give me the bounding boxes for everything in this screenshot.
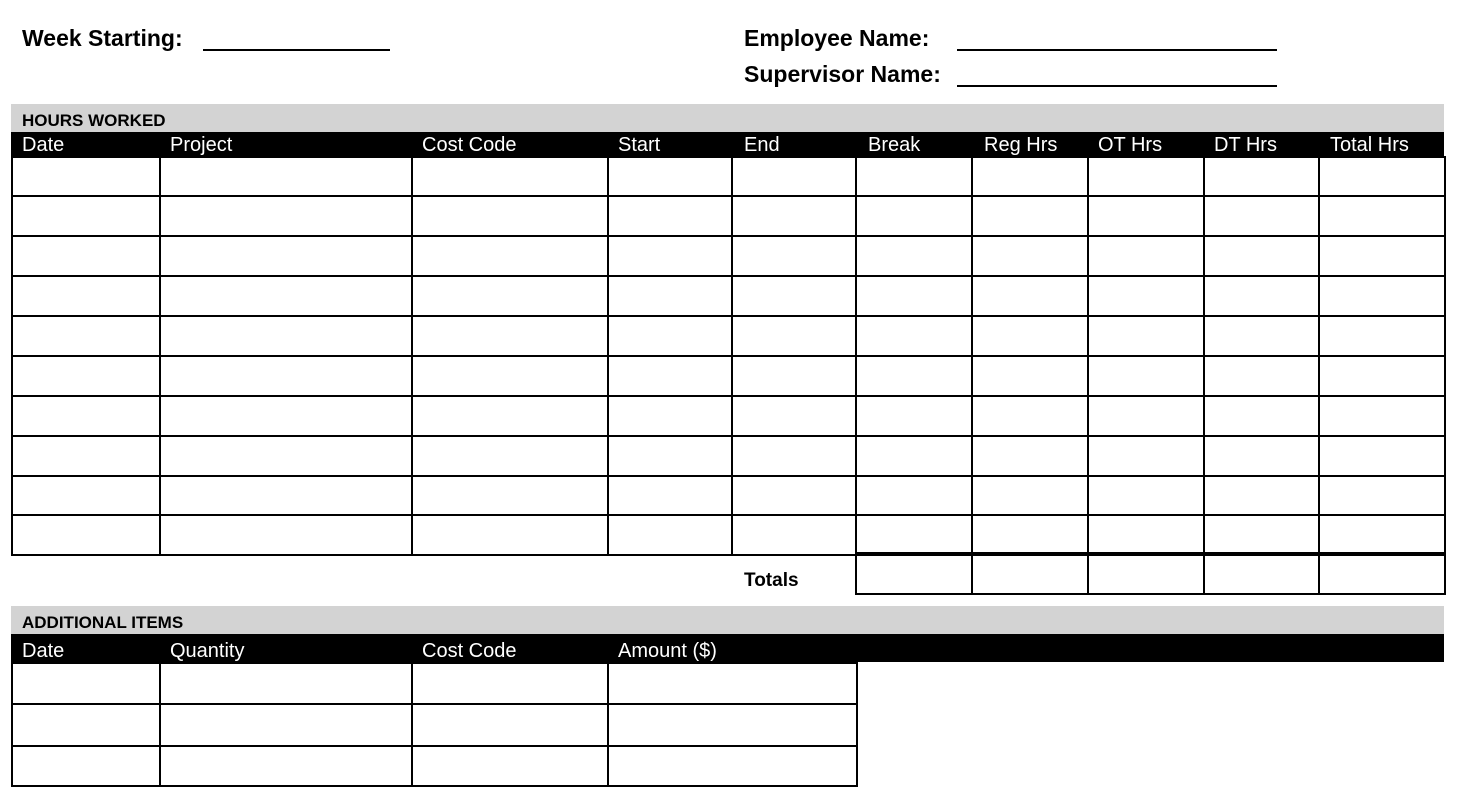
table-cell[interactable] (412, 196, 608, 236)
total-reg-hrs-cell[interactable] (972, 553, 1088, 594)
employee-name-field[interactable] (957, 24, 1277, 51)
table-cell[interactable] (160, 276, 412, 316)
table-row (12, 196, 1445, 236)
table-cell[interactable] (412, 236, 608, 276)
hours-worked-title: HOURS WORKED (11, 104, 1444, 132)
col-ot-hrs: OT Hrs (1098, 134, 1163, 156)
table-cell[interactable] (1204, 316, 1319, 356)
table-cell[interactable] (12, 746, 160, 786)
table-cell[interactable] (12, 663, 160, 704)
table-cell[interactable] (732, 196, 856, 236)
totals-table (855, 552, 1446, 595)
table-cell[interactable] (1204, 436, 1319, 476)
table-cell[interactable] (160, 236, 412, 276)
col-reg-hrs: Reg Hrs (984, 134, 1058, 156)
table-row (12, 236, 1445, 276)
table-cell[interactable] (972, 356, 1088, 396)
table-cell[interactable] (412, 356, 608, 396)
table-cell[interactable] (732, 515, 856, 555)
table-cell[interactable] (1319, 436, 1445, 476)
table-cell[interactable] (12, 276, 160, 316)
col-amount: Amount ($) (618, 640, 717, 662)
table-cell[interactable] (732, 157, 856, 196)
table-cell[interactable] (856, 356, 972, 396)
table-cell[interactable] (972, 196, 1088, 236)
table-row (12, 356, 1445, 396)
table-cell[interactable] (412, 704, 608, 746)
additional-items-title: ADDITIONAL ITEMS (11, 606, 1444, 634)
table-cell[interactable] (972, 515, 1088, 555)
table-cell[interactable] (1088, 476, 1204, 515)
table-cell[interactable] (1319, 157, 1445, 196)
table-cell[interactable] (608, 476, 732, 515)
total-total-hrs-cell[interactable] (1319, 553, 1445, 594)
table-cell[interactable] (412, 476, 608, 515)
table-cell[interactable] (1319, 515, 1445, 555)
hours-worked-header (11, 132, 1444, 158)
table-cell[interactable] (608, 316, 732, 356)
table-cell[interactable] (608, 157, 732, 196)
week-starting-field[interactable] (203, 24, 390, 51)
table-cell[interactable] (856, 236, 972, 276)
table-cell[interactable] (160, 396, 412, 436)
table-cell[interactable] (412, 316, 608, 356)
table-cell[interactable] (412, 515, 608, 555)
table-cell[interactable] (1204, 396, 1319, 436)
table-cell[interactable] (412, 396, 608, 436)
table-cell[interactable] (972, 396, 1088, 436)
table-cell[interactable] (160, 196, 412, 236)
additional-items-header (11, 634, 1444, 662)
table-cell[interactable] (732, 356, 856, 396)
table-cell[interactable] (1204, 157, 1319, 196)
table-cell[interactable] (160, 436, 412, 476)
table-row (12, 157, 1445, 196)
table-cell[interactable] (1204, 236, 1319, 276)
table-cell[interactable] (1319, 276, 1445, 316)
col-break: Break (868, 134, 921, 156)
table-row (12, 704, 857, 746)
table-cell[interactable] (12, 436, 160, 476)
table-cell[interactable] (160, 746, 412, 786)
table-cell[interactable] (856, 515, 972, 555)
table-cell[interactable] (608, 436, 732, 476)
totals-label: Totals (744, 570, 799, 591)
table-cell[interactable] (856, 476, 972, 515)
table-cell[interactable] (608, 236, 732, 276)
table-cell[interactable] (1319, 236, 1445, 276)
table-cell[interactable] (732, 476, 856, 515)
col-quantity: Quantity (170, 640, 245, 662)
table-cell[interactable] (160, 476, 412, 515)
table-cell[interactable] (160, 356, 412, 396)
table-cell[interactable] (856, 316, 972, 356)
table-row (12, 396, 1445, 436)
table-cell[interactable] (160, 663, 412, 704)
table-row (12, 316, 1445, 356)
table-cell[interactable] (608, 396, 732, 436)
table-cell[interactable] (1204, 356, 1319, 396)
table-cell[interactable] (1319, 396, 1445, 436)
employee-name-label: Employee Name: (744, 25, 930, 51)
table-cell[interactable] (972, 236, 1088, 276)
table-cell[interactable] (1088, 396, 1204, 436)
table-cell[interactable] (856, 196, 972, 236)
col-cost-code: Cost Code (422, 640, 517, 662)
table-cell[interactable] (1088, 196, 1204, 236)
table-row (12, 663, 857, 704)
table-cell[interactable] (12, 157, 160, 196)
col-date: Date (22, 640, 65, 662)
col-start: Start (618, 134, 661, 156)
table-cell[interactable] (12, 476, 160, 515)
table-row (12, 515, 1445, 555)
table-row (12, 476, 1445, 515)
table-cell[interactable] (12, 316, 160, 356)
table-cell[interactable] (1088, 436, 1204, 476)
table-cell[interactable] (12, 236, 160, 276)
week-starting-label: Week Starting: (22, 25, 183, 51)
table-cell[interactable] (732, 276, 856, 316)
table-cell[interactable] (12, 515, 160, 555)
table-cell[interactable] (160, 157, 412, 196)
table-cell[interactable] (1319, 356, 1445, 396)
table-cell[interactable] (160, 704, 412, 746)
table-cell[interactable] (732, 236, 856, 276)
table-cell[interactable] (1204, 276, 1319, 316)
table-cell[interactable] (732, 396, 856, 436)
table-cell[interactable] (856, 396, 972, 436)
table-cell[interactable] (608, 746, 857, 786)
table-cell[interactable] (1319, 476, 1445, 515)
col-total-hrs: Total Hrs (1330, 134, 1409, 156)
table-cell[interactable] (608, 704, 857, 746)
total-dt-hrs-cell[interactable] (1204, 553, 1319, 594)
table-cell[interactable] (1088, 515, 1204, 555)
table-cell[interactable] (1088, 316, 1204, 356)
table-row (12, 436, 1445, 476)
table-cell[interactable] (412, 157, 608, 196)
table-cell[interactable] (1088, 356, 1204, 396)
table-cell[interactable] (1319, 316, 1445, 356)
col-project: Project (170, 134, 233, 156)
table-cell[interactable] (856, 276, 972, 316)
table-cell[interactable] (412, 746, 608, 786)
col-cost-code: Cost Code (422, 134, 517, 156)
table-cell[interactable] (12, 704, 160, 746)
table-cell[interactable] (608, 356, 732, 396)
table-cell[interactable] (160, 316, 412, 356)
table-cell[interactable] (732, 436, 856, 476)
table-row (12, 746, 857, 786)
supervisor-name-label: Supervisor Name: (744, 61, 941, 87)
total-ot-hrs-cell[interactable] (1088, 553, 1204, 594)
additional-items-table (11, 662, 858, 787)
table-cell[interactable] (12, 356, 160, 396)
table-cell[interactable] (608, 196, 732, 236)
table-cell[interactable] (972, 436, 1088, 476)
col-dt-hrs: DT Hrs (1214, 134, 1277, 156)
table-cell[interactable] (12, 396, 160, 436)
table-cell[interactable] (412, 436, 608, 476)
table-cell[interactable] (608, 515, 732, 555)
total-break-cell[interactable] (856, 553, 972, 594)
col-end: End (744, 134, 780, 156)
table-cell[interactable] (856, 157, 972, 196)
table-cell[interactable] (972, 316, 1088, 356)
table-cell[interactable] (1088, 276, 1204, 316)
table-cell[interactable] (1088, 157, 1204, 196)
supervisor-name-field[interactable] (957, 60, 1277, 87)
col-date: Date (22, 134, 65, 156)
table-cell[interactable] (160, 515, 412, 555)
table-cell[interactable] (1204, 515, 1319, 555)
hours-worked-table (11, 156, 1446, 556)
table-cell[interactable] (1088, 236, 1204, 276)
table-cell[interactable] (1204, 196, 1319, 236)
table-cell[interactable] (1319, 196, 1445, 236)
table-cell[interactable] (732, 316, 856, 356)
table-cell[interactable] (12, 196, 160, 236)
table-cell[interactable] (972, 476, 1088, 515)
table-cell[interactable] (412, 276, 608, 316)
table-cell[interactable] (412, 663, 608, 704)
table-cell[interactable] (972, 157, 1088, 196)
table-row (12, 276, 1445, 316)
table-cell[interactable] (608, 276, 732, 316)
table-cell[interactable] (1204, 476, 1319, 515)
table-cell[interactable] (856, 436, 972, 476)
table-cell[interactable] (972, 276, 1088, 316)
table-cell[interactable] (608, 663, 857, 704)
